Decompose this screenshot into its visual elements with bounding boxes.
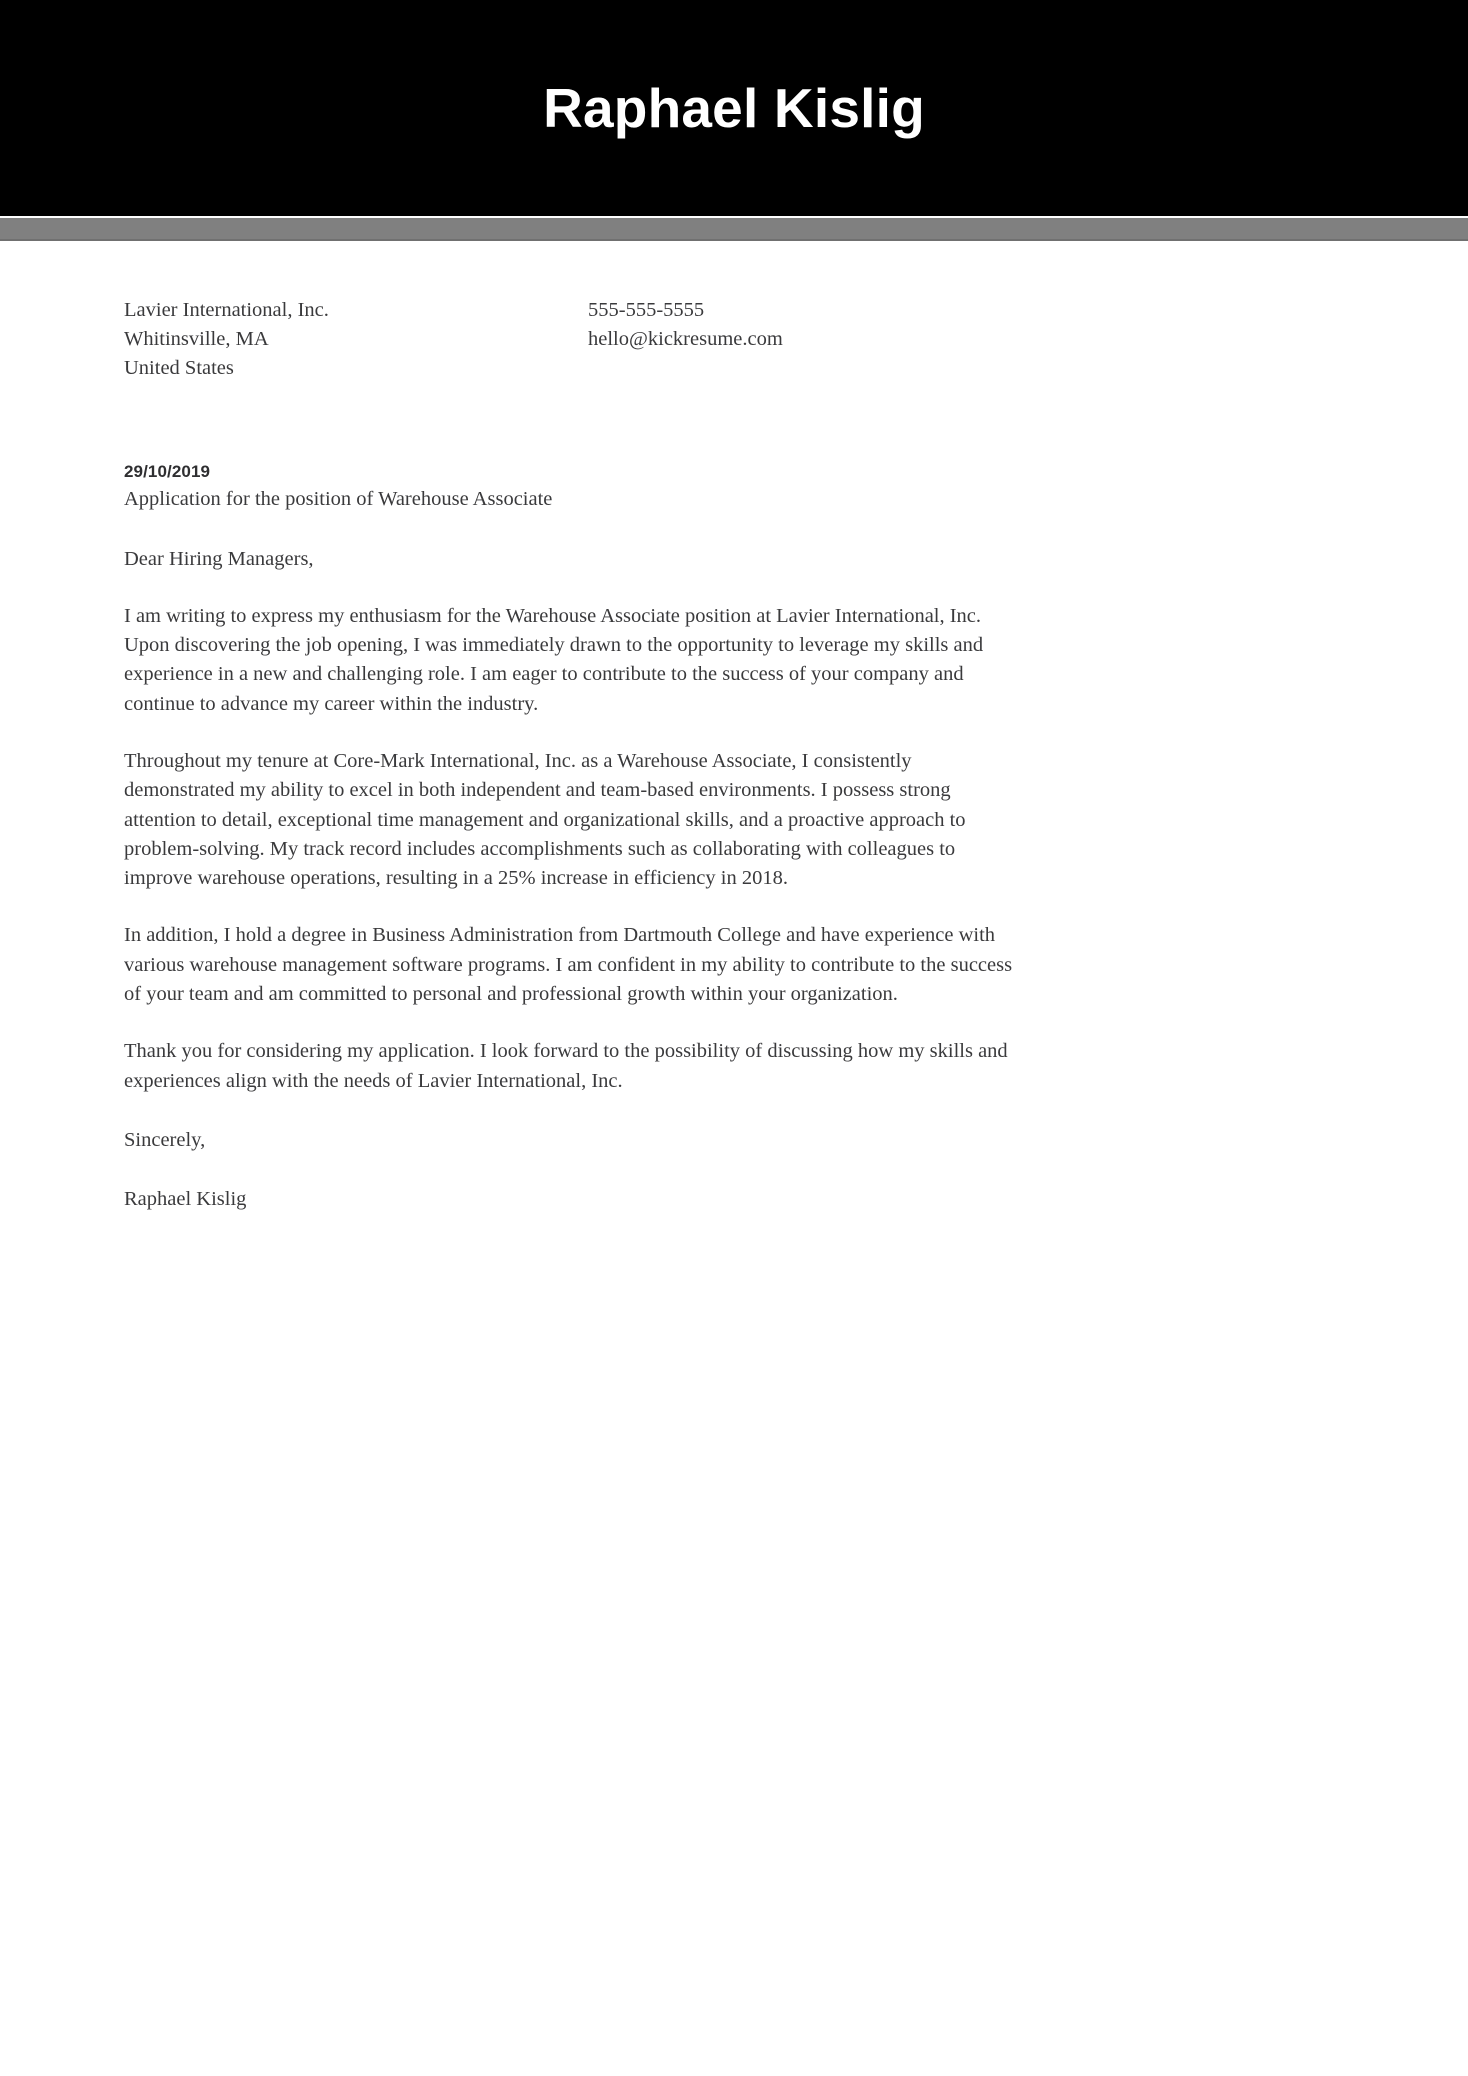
letter-paragraph: I am writing to express my enthusiasm for the Warehouse Associate position at Lavier International, Inc. Upon discovering the job opening, I was immediately drawn to the opportunity to leverage my skills and experience in a new and challenging role. I am eager to contribute to the success of your company and continue to advance my career within the industry. — [124, 604, 984, 715]
letter-paragraph: In addition, I hold a degree in Business Administration from Dartmouth College and have experience with various warehouse management software programs. I am confident in my ability to contribute to the success of your team and am committed to personal and professional growth within your organization. — [124, 924, 1013, 1006]
sender-contact — [588, 296, 1349, 354]
recipient-country: United States — [124, 357, 234, 380]
contact-phone: 555-555-5555 — [588, 299, 705, 321]
letter-paragraph: Thank you for considering my application. I look forward to the possibility of discussing how my skills and experiences align with the needs of Lavier International, Inc. — [124, 1040, 1008, 1092]
recipient-city-state: Whitinsville, MA — [124, 328, 269, 351]
contact-email[interactable]: hello@kickresume.com — [588, 328, 783, 351]
letter-subject: Application for the position of Warehouse Associate — [124, 488, 553, 511]
page-title: Raphael Kislig — [543, 76, 925, 139]
letter-paragraph: Throughout my tenure at Core-Mark International, Inc. as a Warehouse Associate, I consistently demonstrated my ability to excel in both independent and team-based environments. I possess strong attention to detail, exceptional time management and organizational skills, and a proactive approach to problem-solving. My track record includes accomplishments such as collaborating with colleagues to improve warehouse operations, resulting in a 25% increase in efficiency in 2018. — [124, 749, 966, 890]
header-banner — [0, 0, 1468, 216]
letter-meta — [124, 461, 1349, 514]
recipient-address — [124, 296, 588, 383]
letter-date: 29/10/2019 — [124, 462, 211, 482]
letter-signature: Raphael Kislig — [124, 1188, 247, 1211]
letter-salutation: Dear Hiring Managers, — [124, 547, 314, 570]
letter-content — [124, 296, 1349, 1214]
letter-closing: Sincerely, — [124, 1129, 206, 1152]
address-contact-block — [124, 296, 1349, 383]
recipient-company: Lavier International, Inc. — [124, 299, 329, 321]
accent-divider — [0, 218, 1468, 241]
